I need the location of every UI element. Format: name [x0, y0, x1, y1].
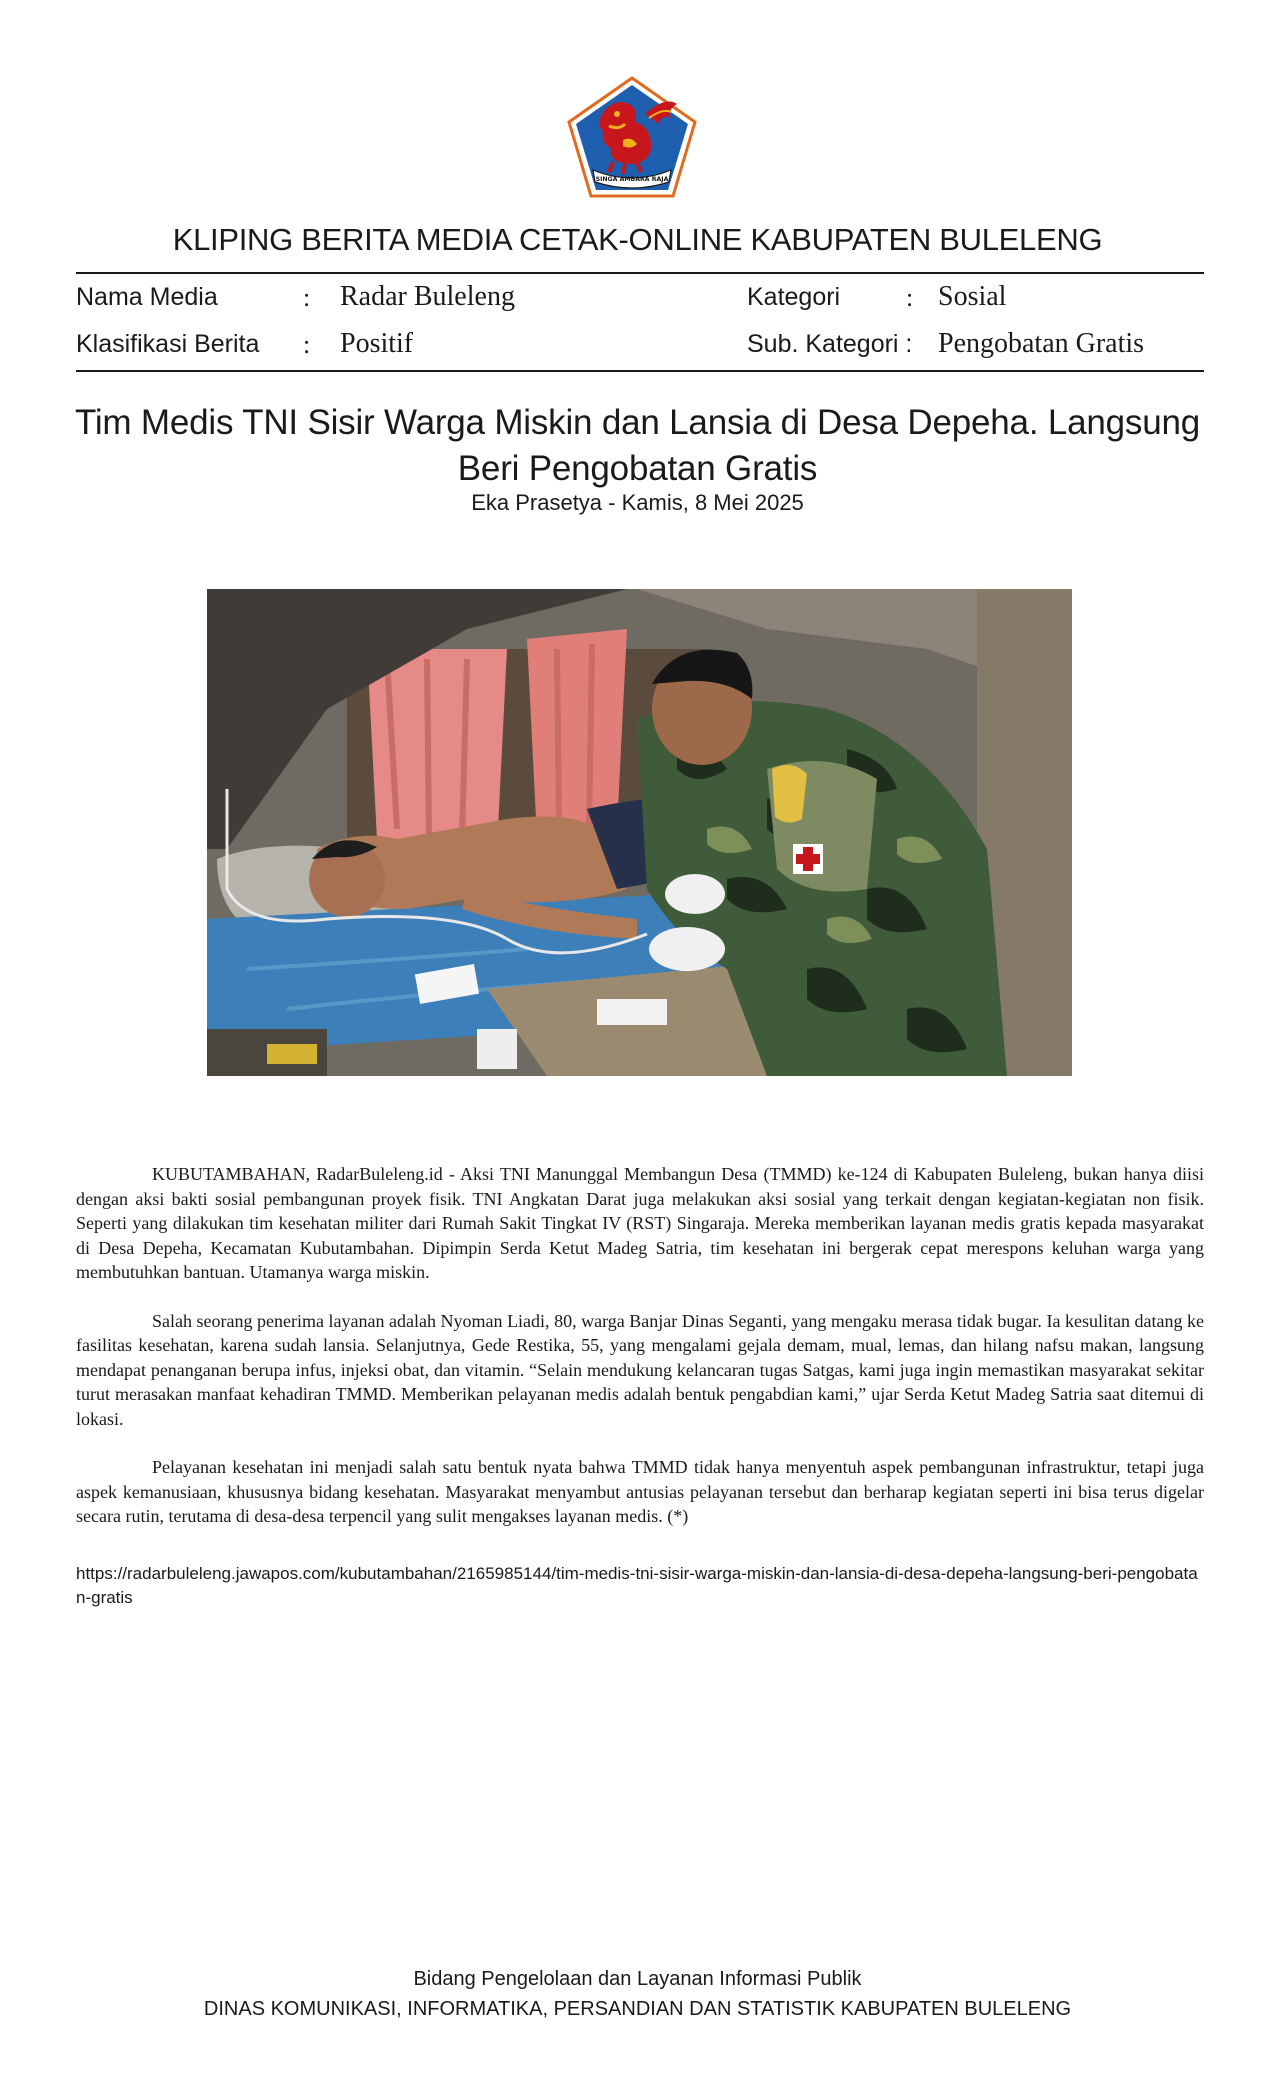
- article-byline: Eka Prasetya - Kamis, 8 Mei 2025: [471, 490, 804, 515]
- category-label: Kategori: [747, 283, 841, 311]
- news-photo-illustration: [207, 589, 1072, 1076]
- category-value: Sosial: [938, 281, 1007, 312]
- source-url-link[interactable]: https://radarbuleleng.jawapos.com/kubutambahan/2165985144/tim-medis-tni-sisir-warga-miskin-dan-lansia-di-desa-depeha-langsung-beri-pengobatan-gratis: [76, 1564, 1198, 1607]
- article-paragraph-3: Pelayanan kesehatan ini menjadi salah satu bentuk nyata bahwa TMMD tidak hanya menyentuh aspek pembangunan infrastruktur, tetapi juga aspek kemanusiaan, khususnya bidang kesehatan. Masyarakat menyambut antusias pelayanan tersebut dan berharap kegiatan seperti ini bisa terus digelar secara rutin, terutama di desa-desa terpencil yang sulit mengakses layanan medis. (*): [76, 1457, 1204, 1526]
- classification-colon: :: [303, 330, 311, 359]
- media-name-value: Radar Buleleng: [340, 281, 515, 312]
- logo-ribbon-text: SINGA AMBARA RAJA: [595, 176, 669, 183]
- classification-label: Klasifikasi Berita: [76, 330, 260, 358]
- sub-category-label: Sub. Kategori :: [747, 330, 913, 358]
- news-photo: [207, 589, 1072, 1076]
- buleleng-regency-logo: [565, 74, 699, 200]
- article-body: [76, 1162, 1204, 1553]
- footer-department-name: DINAS KOMUNIKASI, INFORMATIKA, PERSANDIAN DAN STATISTIK KABUPATEN BULELENG: [203, 1998, 1072, 2020]
- category-colon: :: [906, 283, 914, 312]
- media-name-colon: :: [303, 283, 311, 312]
- article-title: Tim Medis TNI Sisir Warga Miskin dan Lansia di Desa Depeha. Langsung Beri Pengobatan Gratis: [74, 403, 1201, 488]
- classification-value: Positif: [340, 328, 414, 359]
- article-paragraph-1: KUBUTAMBAHAN, RadarBuleleng.id - Aksi TNI Manunggal Membangun Desa (TMMD) ke-124 di Kabupaten Buleleng, bukan hanya diisi dengan aksi bakti sosial pembangunan proyek fisik. TNI Angkatan Darat juga melakukan aksi sosial yang terkait dengan kegiatan-kegiatan non fisik. Seperti yang dilakukan tim kesehatan militer dari Rumah Sakit Tingkat IV (RST) Singaraja. Mereka memberikan layanan medis gratis kepada masyarakat di Desa Depeha, Kecamatan Kubutambahan. Dipimpin Serda Ketut Madeg Satria, tim kesehatan ini bergerak cepat merespons keluhan warga yang membutuhkan bantuan. Utamanya warga miskin.: [76, 1164, 1204, 1282]
- header-bottom-rule: [76, 370, 1204, 372]
- footer-division-name: Bidang Pengelolaan dan Layanan Informasi Publik: [413, 1968, 862, 1990]
- media-name-label: Nama Media: [76, 283, 218, 311]
- sub-category-value: Pengobatan Gratis: [938, 328, 1145, 359]
- header-top-rule: [76, 272, 1204, 274]
- document-header-title: KLIPING BERITA MEDIA CETAK-ONLINE KABUPATEN BULELENG: [172, 222, 1103, 257]
- article-paragraph-2: Salah seorang penerima layanan adalah Nyoman Liadi, 80, warga Banjar Dinas Seganti, yang mengaku merasa tidak bugar. Ia kesulitan datang ke fasilitas kesehatan, karena sudah lansia. Selanjutnya, Gede Restika, 55, yang mengalami gejala demam, mual, lemas, dan hilang nafsu makan, langsung mendapat penanganan berupa infus, injeksi obat, dan vitamin. “Selain mendukung kelancaran tugas Satgas, kami juga ingin memastikan masyarakat sekitar turut merasakan manfaat kehadiran TMMD. Memberikan pelayanan medis adalah bentuk pengabdian kami,” ujar Serda Ketut Madeg Satria saat ditemui di lokasi.: [76, 1310, 1204, 1429]
